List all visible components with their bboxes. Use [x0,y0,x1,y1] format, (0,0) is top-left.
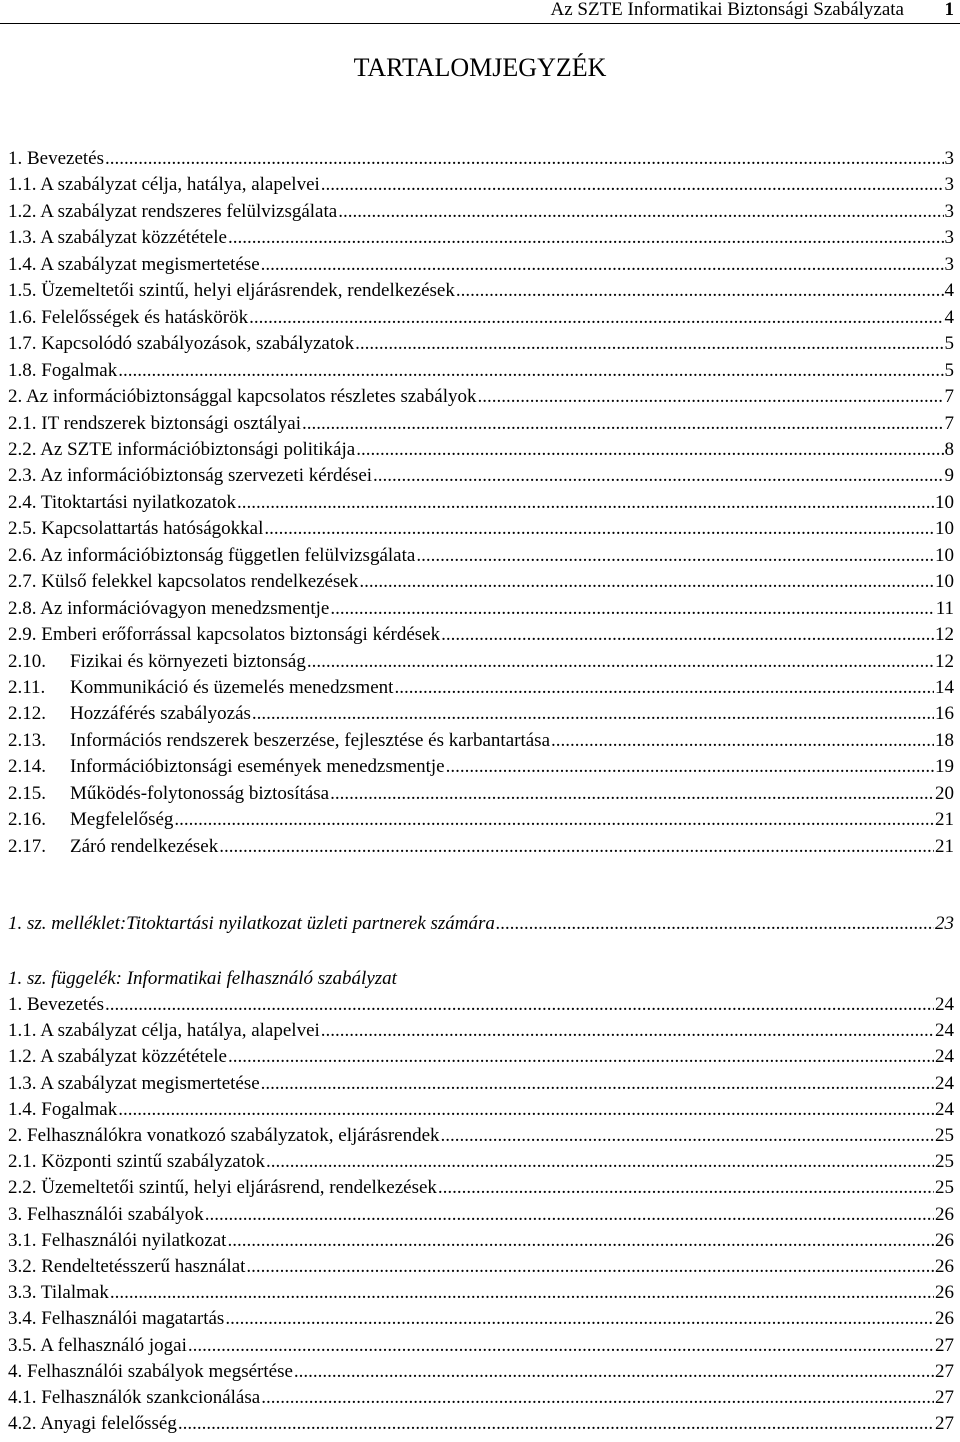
toc-entry-label [8,1175,437,1201]
toc-entry-number: 2.1. [8,412,37,434]
toc-entry-page: 3 [944,148,954,169]
toc-entry-label [8,384,477,410]
toc-entry[interactable] [8,252,954,278]
toc-entry-label [8,834,218,860]
toc-entry-page: 27 [935,1413,954,1435]
toc-entry-text: Felelősségek és hatáskörök [36,306,249,328]
toc-leader-dots [394,675,934,701]
toc-entry[interactable] [8,622,954,648]
toc-entry-label [8,278,455,304]
toc-leader-dots [252,701,934,727]
toc-leader-dots [373,463,943,489]
toc-entry-label [8,1280,109,1306]
toc-entry-page: 10 [935,518,954,540]
toc-entry[interactable] [8,1228,954,1254]
toc-leader-dots [302,411,944,437]
toc-leader-dots [261,252,944,278]
toc-entry-page: 20 [935,782,954,804]
toc-entry-number: 1.5. [8,280,37,302]
toc-entry-label [8,1018,320,1044]
toc-entry[interactable] [8,331,954,357]
toc-entry-page: 24 [935,1072,954,1094]
toc-entry-page: 3 [944,253,954,275]
toc-entry-text: A felhasználó jogai [36,1334,187,1356]
toc-entry-page: 4 [944,280,954,302]
toc-leader-dots [496,911,934,937]
toc-entry-number: 3.4. [8,1308,37,1330]
toc-leader-dots [237,490,934,516]
toc-leader-dots [118,1097,934,1123]
toc-entry-annex[interactable] [8,911,954,937]
toc-entry-number: 3.2. [8,1256,37,1277]
toc-entry-page: 25 [935,1151,954,1173]
toc-leader-dots [321,172,944,198]
toc-entry-text: A szabályzat célja, hatálya, alapelvei [36,174,320,196]
toc-entry-page: 7 [944,412,954,434]
toc-leader-dots [478,384,944,410]
toc-entry-text: Kapcsolódó szabályozások, szabályzatok [36,333,355,355]
toc-entry[interactable] [8,1411,954,1437]
toc-leader-dots [330,781,934,807]
toc-entry-text: Felhasználói nyilatkozat [36,1229,227,1251]
toc-entry-number: 2.7. [8,571,37,593]
toc-leader-dots [456,278,944,304]
toc-entry-number: 2.17. [8,835,46,857]
toc-entry-text: Bevezetés [22,994,105,1015]
toc-leader-dots [249,305,943,331]
toc-entry-page: 3 [944,174,954,196]
toc-entry-label [8,1306,224,1332]
toc-entry-page: 12 [935,624,954,646]
toc-entry-page: 11 [935,597,954,619]
toc-entry-text: IT rendszerek biztonsági osztályai [36,412,301,434]
toc-entry-number: 1. [8,994,23,1015]
toc-entry-page: 3 [944,227,954,249]
toc-entry-label [8,569,358,595]
toc-entry-text: Információs rendszerek beszerzése, fejlesztése és karbantartása [70,729,551,751]
toc-entry-label [8,1044,227,1070]
toc-entry-label [8,331,354,357]
toc-entry[interactable] [8,1175,954,1201]
toc-entry-text: Működés-folytonosság biztosítása [70,782,330,804]
toc-entry[interactable] [8,649,954,675]
toc-leader-dots [105,992,934,1018]
toc-leader-dots [551,728,934,754]
toc-entry-number: 2.13. [8,729,46,751]
toc-entry-text: Fogalmak [36,359,118,381]
toc-leader-dots [246,1254,934,1280]
toc-entry-number: 2.16. [8,809,46,831]
toc-leader-dots [441,622,934,648]
toc-entry-text: 1. sz. melléklet:Titoktartási nyilatkozat üzleti partnerek számára [8,913,495,934]
toc-entry-number: 1.4. [8,253,37,275]
toc-entry[interactable] [8,172,954,198]
toc-entry-number: 2.6. [8,544,37,566]
toc-entry[interactable] [8,437,954,463]
toc-entry-text: A szabályzat közzététele [36,227,227,249]
toc-entry[interactable] [8,516,954,542]
toc-entry[interactable] [8,146,954,172]
toc-entry-page: 10 [935,571,954,593]
toc-entry-page: 24 [935,994,954,1015]
toc-entry[interactable] [8,1202,954,1228]
toc-entry-label [8,1228,226,1254]
toc-entry-page: 26 [935,1203,954,1225]
toc-entry-text: Az információbiztonság szervezeti kérdései [36,465,373,487]
toc-entry[interactable] [8,1044,954,1070]
toc-entry-text: Kapcsolattartás hatóságokkal [36,518,264,540]
toc-entry-page: 19 [935,756,954,778]
toc-entry-label [8,728,550,754]
toc-entry-label [8,1097,117,1123]
toc-leader-dots [356,437,943,463]
toc-entry-text: Felhasználókra vonatkozó szabályzatok, eljárásrendek [22,1125,440,1146]
toc-entry-label [8,649,306,675]
toc-entry-text: A szabályzat megismertetése [36,1072,260,1094]
toc-entry-text: Rendeltetésszerű használat [36,1256,246,1277]
toc-leader-dots [188,1333,934,1359]
toc-entry-number: 2.3. [8,465,37,487]
toc-entry-page: 25 [935,1177,954,1199]
toc-leader-dots [294,1359,934,1385]
toc-title: TARTALOMJEGYZÉK [353,53,607,82]
toc-entry-text: Záró rendelkezések [70,835,219,857]
toc-entry-label [8,358,117,384]
toc-entry-page: 21 [935,809,954,831]
toc-entry-page: 24 [935,1046,954,1068]
toc-leader-dots [227,1228,934,1254]
toc-entry-text: Fogalmak [36,1098,118,1120]
toc-entry-number: 1.1. [8,1020,37,1042]
toc-entry-label [8,225,227,251]
toc-entry-label [8,1411,177,1437]
toc-entry-text: Felhasználói magatartás [36,1308,225,1330]
toc-entry-number: 3. [8,1203,23,1225]
toc-leader-dots [205,1202,934,1228]
toc-leader-dots [266,1149,934,1175]
toc-entry-text: Bevezetés [22,148,105,169]
toc-entry[interactable] [8,701,954,727]
toc-leader-dots [261,1385,934,1411]
toc-entry-number: 1.1. [8,174,37,196]
toc-entry-number: 1.4. [8,1098,37,1120]
toc-entry[interactable] [8,992,954,1018]
toc-entry-text: Emberi erőforrással kapcsolatos biztonsági kérdések [36,624,441,646]
toc-leader-dots [225,1306,934,1332]
toc-entry-page: 12 [935,650,954,672]
toc-entry-text: A szabályzat megismertetése [36,253,260,275]
toc-entry-page: 5 [944,333,954,355]
toc-entry-label [8,1254,245,1280]
toc-entry-text: Üzemeltetői szintű, helyi eljárásrendek, rendelkezések [36,280,455,302]
toc-entry[interactable] [8,1280,954,1306]
toc-entry-number: 1.8. [8,359,37,381]
toc-entry-page: 14 [935,677,954,698]
toc-entry-number: 2.10. [8,650,46,672]
toc-entry-number: 1.3. [8,1072,37,1094]
toc-entry-number: 2.9. [8,624,37,646]
toc-entry-text: Az információbiztonsággal kapcsolatos részletes szabályok [22,386,477,408]
toc-entry[interactable] [8,1306,954,1332]
toc-entry-number: 2.12. [8,703,46,725]
toc-entry-label [8,1385,260,1411]
toc-leader-dots [416,543,934,569]
toc-entry-label [8,543,415,569]
toc-entry[interactable] [8,1071,954,1097]
toc-leader-dots [219,834,934,860]
header-page-number: 1 [944,0,954,20]
page-header [0,0,960,24]
toc-entry[interactable] [8,384,954,410]
toc-entry[interactable] [8,490,954,516]
toc-entry-number: 1.7. [8,333,37,355]
toc-entry-label [8,1071,260,1097]
toc-entry-label [8,701,251,727]
toc-entry[interactable] [8,411,954,437]
toc-entry-page: 26 [935,1229,954,1251]
toc-entry-text: Tilalmak [36,1282,109,1304]
toc-entry[interactable] [8,305,954,331]
toc-entry-number: 3.3. [8,1282,37,1304]
toc-leader-dots [330,596,934,622]
toc-leader-dots [174,807,934,833]
toc-entry-number: 2.11. [8,677,46,698]
toc-entry-label [8,516,263,542]
toc-entry-label [8,992,104,1018]
toc-entry[interactable] [8,596,954,622]
toc-entry-page: 26 [935,1308,954,1330]
toc-entry-number: 2.2. [8,438,37,460]
toc-entry-text: Az SZTE információbiztonsági politikája [36,438,356,460]
toc-entry-number: 4.1. [8,1387,37,1408]
toc-entry-text: Felhasználók szankcionálása [36,1387,261,1408]
toc-entry[interactable] [8,1385,954,1411]
toc-entry-label [8,596,329,622]
toc-entry-label [8,411,301,437]
toc-entry[interactable] [8,754,954,780]
toc-entry-page: 5 [944,359,954,381]
toc-entry[interactable] [8,1149,954,1175]
toc-entry-label [8,1333,187,1359]
toc-leader-dots [178,1411,934,1437]
toc-entry-number: 2. [8,386,23,408]
toc-entry-text: Felhasználói szabályok megsértése [22,1360,293,1382]
toc-entry-text: Anyagi felelősség [36,1413,177,1435]
toc-entry-label [8,437,355,463]
toc-entry-page: 23 [935,913,954,934]
toc-entry-page: 18 [935,729,954,751]
toc-entry[interactable] [8,278,954,304]
toc-entry-page: 25 [935,1125,954,1146]
toc-leader-dots [264,516,934,542]
toc-entry-number: 3.5. [8,1334,37,1356]
toc-entry[interactable] [8,675,954,701]
toc-leader-dots [446,754,934,780]
toc-entry-number: 1.2. [8,1046,37,1068]
toc-entry-text: Fizikai és környezeti biztonság [70,650,306,672]
toc-entry-page: 26 [935,1282,954,1304]
toc-entry-text: Az információvagyon menedzsmentje [36,597,330,619]
toc-leader-dots [355,331,943,357]
toc-entry-number: 1.6. [8,306,37,328]
toc-entry-text: A szabályzat közzététele [36,1046,227,1068]
toc-entry-label [8,490,236,516]
toc-leader-dots [228,225,944,251]
toc-entry-page: 9 [944,465,954,487]
toc-entry[interactable] [8,1018,954,1044]
toc-entry-label [8,754,445,780]
toc-entry[interactable] [8,834,954,860]
toc-entry-number: 2.15. [8,782,46,804]
toc-entry-number: 1.2. [8,200,37,222]
toc-entry[interactable] [8,543,954,569]
toc-entry-text: A szabályzat rendszeres felülvizsgálata [36,200,338,222]
toc-entry-label [8,1202,204,1228]
toc-entry-text: Központi szintű szabályzatok [36,1151,265,1173]
toc-entry-label [8,199,337,225]
toc-entry-page: 7 [944,386,954,408]
toc-entry-text: Titoktartási nyilatkozatok [36,491,236,513]
toc-entry-page: 10 [935,491,954,513]
toc-entry[interactable] [8,225,954,251]
toc-entry-label [8,622,440,648]
toc-entry-page: 4 [944,306,954,328]
toc-entry-label [8,1149,265,1175]
toc-entry-label [8,1123,440,1149]
toc-entry[interactable] [8,1123,954,1149]
toc-entry-number: 2.2. [8,1177,37,1199]
toc-entry-label [8,172,320,198]
toc-leader-dots [118,358,943,384]
toc-leader-dots [228,1044,934,1070]
toc-leader-dots [438,1175,934,1201]
toc-entry-number: 4.2. [8,1413,37,1435]
toc-entry-label [8,146,104,172]
toc-entry-number: 3.1. [8,1229,37,1251]
toc-leader-dots [338,199,943,225]
toc-entry-page: 27 [935,1334,954,1356]
toc-entry-text: Megfelelőség [70,809,174,831]
toc-entry-page: 16 [935,703,954,725]
toc-entry[interactable] [8,199,954,225]
toc-entry-label [8,252,260,278]
toc-entry[interactable] [8,1333,954,1359]
toc-entry-label [8,463,372,489]
toc-entry[interactable] [8,1359,954,1385]
header-rule [0,23,960,24]
toc-entry-page: 3 [944,200,954,222]
toc-entry-page: 21 [935,835,954,857]
toc-entry-label [8,807,173,833]
appendix-heading: 1. sz. függelék: Informatikai felhasználó szabályzat [8,968,397,989]
toc-entry[interactable] [8,463,954,489]
toc-entry-text: Az információbiztonság független felülvizsgálata [36,544,416,566]
toc-entry-page: 27 [935,1360,954,1382]
toc-leader-dots [110,1280,934,1306]
toc-entry-page: 24 [935,1020,954,1042]
toc-entry-number: 2.4. [8,491,37,513]
toc-entry-text: Hozzáférés szabályozás [70,703,251,725]
toc-entry-number: 4. [8,1360,23,1382]
toc-entry[interactable] [8,1254,954,1280]
toc-entry-page: 8 [944,438,954,460]
toc-entry[interactable] [8,807,954,833]
toc-entry[interactable] [8,781,954,807]
toc-entry[interactable] [8,728,954,754]
toc-leader-dots [359,569,934,595]
toc-entry-number: 2.5. [8,518,37,540]
toc-leader-dots [441,1123,934,1149]
toc-entry-label [8,305,248,331]
toc-entry-page: 26 [935,1256,954,1277]
toc-leader-dots [307,649,934,675]
toc-entry-number: 2.8. [8,597,37,619]
toc-entry[interactable] [8,569,954,595]
toc-entry-text: A szabályzat célja, hatálya, alapelvei [36,1020,320,1042]
toc-leader-dots [321,1018,934,1044]
toc-entry[interactable] [8,1097,954,1123]
toc-entry-number: 1. [8,148,23,169]
toc-entry-label [8,675,393,701]
toc-entry[interactable] [8,358,954,384]
toc-entry-page: 27 [935,1387,954,1408]
toc-entry-text: Üzemeltetői szintű, helyi eljárásrend, rendelkezések [36,1177,437,1199]
toc-leader-dots [105,146,943,172]
toc-leader-dots [261,1071,934,1097]
toc-entry-number: 2.14. [8,756,46,778]
header-title: Az SZTE Informatikai Biztonsági Szabályzata [550,0,904,20]
toc-entry-number: 2. [8,1125,23,1146]
toc-entry-page: 10 [935,544,954,566]
toc-entry-label [8,781,329,807]
toc-entry-label [8,1359,293,1385]
toc-entry-number: 2.1. [8,1151,37,1173]
toc-entry-text: Információbiztonsági események menedzsmentje [70,756,445,778]
toc-entry-text: Külső felekkel kapcsolatos rendelkezések [36,571,359,593]
toc-entry-number: 1.3. [8,227,37,249]
toc-entry-page: 24 [935,1098,954,1120]
toc-entry-text: Kommunikáció és üzemelés menedzsment [70,677,394,698]
toc-entry-text: Felhasználói szabályok [22,1203,204,1225]
